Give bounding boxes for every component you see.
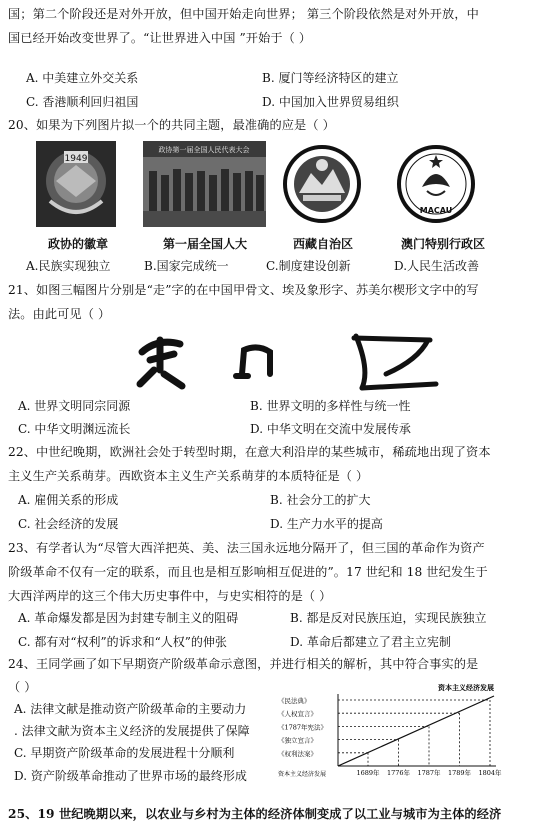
caption-first-npc: 第一届全国人大 bbox=[162, 237, 247, 251]
q24-line-2: （ ） bbox=[8, 680, 37, 694]
x-tick-label: 1776年 bbox=[386, 769, 411, 777]
q23-option-a[interactable]: A. 革命爆发都是因为封建专制主义的阻碍 bbox=[18, 611, 239, 625]
q24-option-c[interactable]: C. 早期资产阶级革命的发展进程十分顺利 bbox=[14, 746, 235, 760]
x-tick-label: 1804年 bbox=[478, 769, 502, 777]
q19-option-c[interactable]: C. 香港顺利回归祖国 bbox=[26, 95, 139, 109]
q20-option-a[interactable]: A.民族实现独立 bbox=[26, 259, 111, 273]
q20-stem: 20、如果为下列图片拟一个的共同主题，最准确的应是（ ） bbox=[8, 118, 335, 132]
y-tick-label: 《1787年宪法》 bbox=[278, 723, 328, 732]
x-tick-label: 1689年 bbox=[356, 769, 380, 777]
q19-option-d[interactable]: D. 中国加入世界贸易组织 bbox=[262, 95, 399, 109]
macau-emblem-image bbox=[397, 141, 475, 227]
q20-option-d[interactable]: D.人民生活改善 bbox=[394, 259, 480, 273]
y-tick-label: 《民法典》 bbox=[278, 697, 311, 705]
trend-line bbox=[338, 696, 494, 766]
walk-character-glyphs bbox=[130, 330, 450, 394]
y-tick-label: 《独立宣言》 bbox=[278, 736, 317, 745]
q23-option-d[interactable]: D. 革命后都建立了君主立宪制 bbox=[290, 635, 451, 649]
q21-option-c[interactable]: C. 中华文明渊远流长 bbox=[18, 422, 131, 436]
x-tick-label: 1789年 bbox=[447, 769, 472, 777]
sumerian-glyph bbox=[354, 336, 436, 388]
cppcc-emblem-image bbox=[36, 141, 116, 227]
q24-line-1: 24、王同学画了如下早期资产阶级革命示意图，并进行相关的解析，其中符合事实的是 bbox=[8, 657, 479, 671]
q21-line-2: 法。由此可见（ ） bbox=[8, 307, 111, 321]
npc-banner-text: 政协第一届全国人民代表大会 bbox=[158, 146, 250, 154]
diagram-title: 资本主义经济发展 bbox=[438, 683, 494, 692]
q19-line-1: 国；第二个阶段还是对外开放，但中国开始走向世界； 第三个阶段依然是对外开放，中 bbox=[8, 7, 479, 21]
q19-line-2: 国已经开始改变世界了。“让世界进入中国 ”开始于（ ） bbox=[8, 31, 312, 45]
cppcc-emblem-year: 1949 bbox=[64, 154, 88, 164]
q23-line-1: 23、有学者认为“尽管大西洋把英、美、法三国永远地分隔开了，但三国的革命作为资产 bbox=[8, 541, 485, 555]
macau-emblem-label: MACAU bbox=[419, 206, 453, 215]
q22-option-d[interactable]: D. 生产力水平的提高 bbox=[270, 517, 383, 531]
first-npc-photo bbox=[143, 141, 266, 227]
caption-tibet: 西藏自治区 bbox=[292, 237, 353, 251]
q19-option-a[interactable]: A. 中美建立外交关系 bbox=[26, 71, 139, 85]
q20-option-b[interactable]: B.国家完成统一 bbox=[144, 259, 229, 273]
y-tick-label: 《人权宣言》 bbox=[278, 710, 317, 719]
q19-option-b[interactable]: B. 厦门等经济特区的建立 bbox=[262, 71, 399, 85]
caption-cppcc: 政协的徽章 bbox=[47, 237, 108, 251]
q22-option-c[interactable]: C. 社会经济的发展 bbox=[18, 517, 119, 531]
tibet-emblem-image bbox=[283, 141, 361, 227]
q24-option-a[interactable]: A. 法律文献是推动资产阶级革命的主要动力 bbox=[14, 702, 247, 716]
oracle-bone-glyph bbox=[140, 340, 182, 386]
q22-line-1: 22、中世纪晚期，欧洲社会处于转型时期，在意大利沿岸的某些城市，稀疏地出现了资本 bbox=[8, 445, 491, 459]
q22-line-2: 主义生产关系萌芽。西欧资本主义生产关系萌芽的本质特征是（ ） bbox=[8, 469, 369, 483]
x-tick-label: 1787年 bbox=[417, 769, 441, 777]
diagram-y-axis-label: 资本主义经济发展 bbox=[278, 771, 327, 778]
q22-option-b[interactable]: B. 社会分工的扩大 bbox=[270, 493, 371, 507]
q23-option-b[interactable]: B. 都是反对民族压迫，实现民族独立 bbox=[290, 611, 487, 625]
caption-macau: 澳门特别行政区 bbox=[400, 237, 485, 251]
q25-line-1: 25、19 世纪晚期以来，以农业与乡村为主体的经济体制变成了以工业与城市为主体的经济 bbox=[8, 807, 502, 821]
q20-option-c[interactable]: C.制度建设创新 bbox=[266, 259, 351, 273]
q23-line-2: 阶级革命不仅有一定的联系，而且也是相互影响相互促进的”。17 世纪和 18 世纪发生于 bbox=[8, 565, 488, 579]
q23-option-c[interactable]: C. 都有对“权利”的诉求和“人权”的伸张 bbox=[18, 635, 227, 649]
q24-option-b[interactable]: . 法律文献为资本主义经济的发展提供了保障 bbox=[14, 724, 250, 738]
q22-option-a[interactable]: A. 雇佣关系的形成 bbox=[18, 493, 119, 507]
q21-option-a[interactable]: A. 世界文明同宗同源 bbox=[18, 399, 131, 413]
revolution-diagram bbox=[276, 680, 502, 780]
egyptian-glyph bbox=[236, 347, 270, 376]
q21-option-d[interactable]: D. 中华文明在交流中发展传承 bbox=[250, 422, 411, 436]
q21-line-1: 21、如图三幅图片分别是“走”字的在中国甲骨文、埃及象形字、苏美尔楔形文字中的写 bbox=[8, 283, 479, 297]
q23-line-3: 大西洋两岸的这三个伟大历史事件中，与史实相符的是（ ） bbox=[8, 589, 332, 603]
q21-option-b[interactable]: B. 世界文明的多样性与统一性 bbox=[250, 399, 411, 413]
y-tick-label: 《权利法案》 bbox=[278, 749, 317, 758]
q24-option-d[interactable]: D. 资产阶级革命推动了世界市场的最终形成 bbox=[14, 769, 247, 783]
